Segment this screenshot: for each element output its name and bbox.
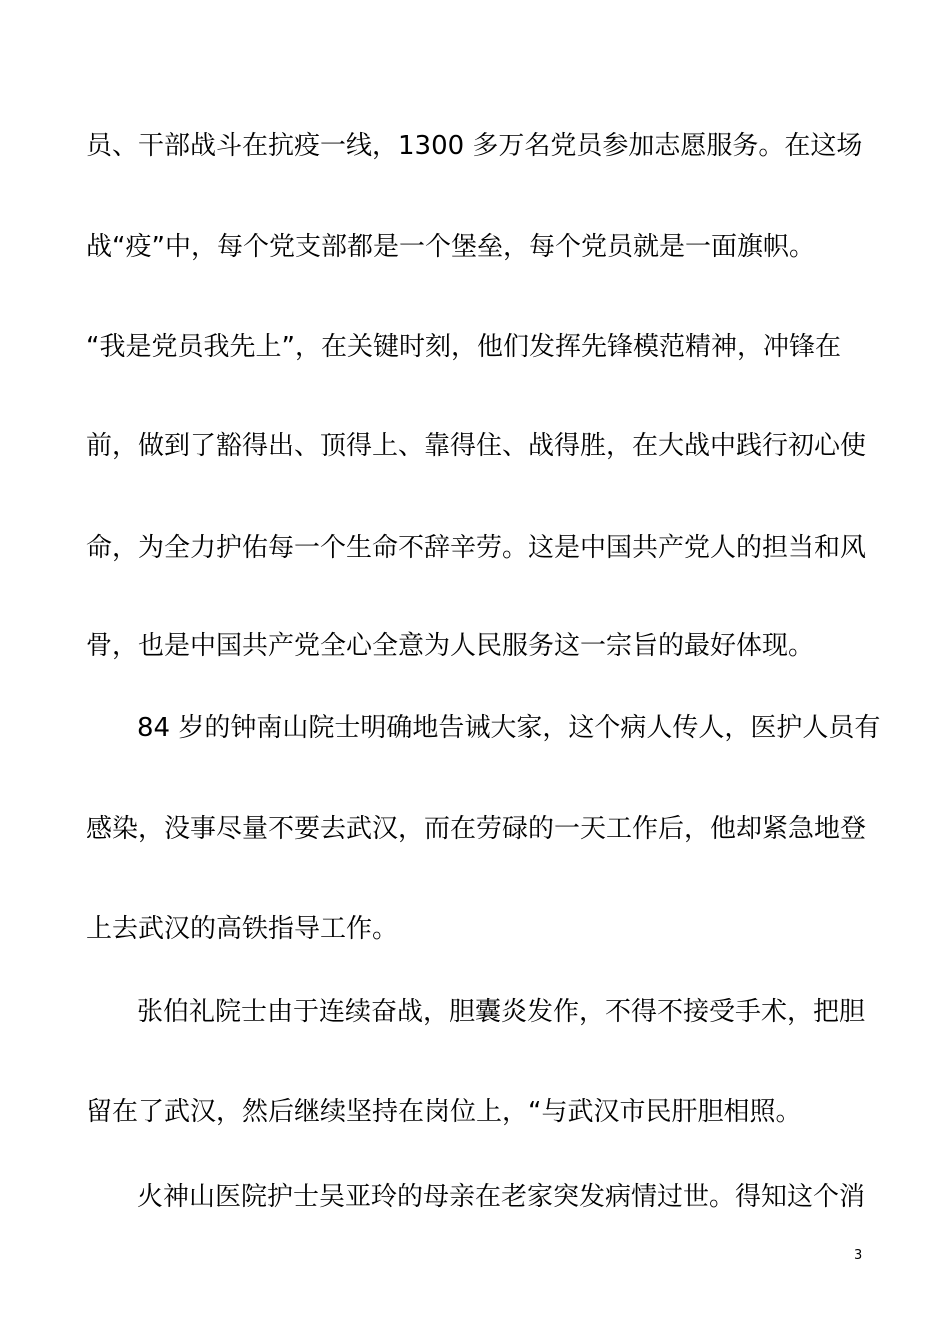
- text-line: 骨，也是中国共产党全心全意为人民服务这一宗旨的最好体现。: [86, 631, 815, 661]
- paragraph-first-line: 张伯礼院士由于连续奋战，胆囊炎发作，不得不接受手术，把胆: [137, 997, 866, 1027]
- paragraph-first-line: 84 岁的钟南山院士明确地告诫大家，这个病人传人，医护人员有: [137, 713, 881, 743]
- page-number: 3: [854, 1248, 863, 1263]
- text-line: 前，做到了豁得出、顶得上、靠得住、战得胜，在大战中践行初心使: [86, 431, 867, 461]
- text-line: 战“疫”中，每个党支部都是一个堡垒，每个党员就是一面旗帜。: [86, 232, 815, 262]
- text-line: 员、干部战斗在抗疫一线，1300 多万名党员参加志愿服务。在这场: [86, 131, 863, 161]
- text-line: 留在了武汉，然后继续坚持在岗位上，“与武汉市民肝胆相照。: [86, 1097, 802, 1127]
- text-line: “我是党员我先上”，在关键时刻，他们发挥先锋模范精神，冲锋在: [86, 332, 841, 362]
- text-line: 上去武汉的高铁指导工作。: [86, 914, 399, 944]
- paragraph-first-line: 火神山医院护士吴亚玲的母亲在老家突发病情过世。得知这个消: [137, 1182, 866, 1212]
- text-line: 命，为全力护佑每一个生命不辞辛劳。这是中国共产党人的担当和风: [86, 533, 867, 563]
- text-line: 感染，没事尽量不要去武汉，而在劳碌的一天工作后，他却紧急地登: [86, 814, 867, 844]
